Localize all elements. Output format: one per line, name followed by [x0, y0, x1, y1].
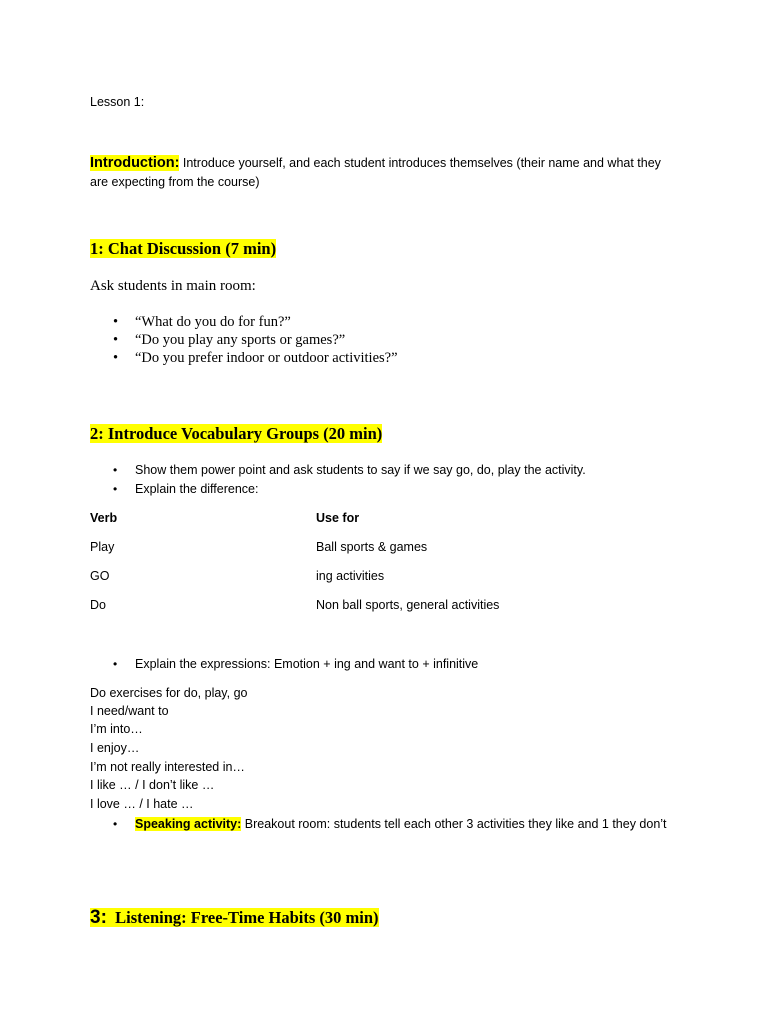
section2-heading: 2: Introduce Vocabulary Groups (20 min): [90, 424, 383, 443]
section1-heading: 1: Chat Discussion (7 min): [90, 239, 277, 258]
intro-line1: Introduce yourself, and each student introduces themselves (their name and what they: [179, 156, 661, 170]
lesson-title: Lesson 1:: [90, 95, 145, 109]
document-page: Lesson 1: Introduction: Introduce yourself, and each student introduces themselves (their name and what they are expecting from the course) 1: Chat Discussion (7 min) Ask students in main room: • “What do you do for fun?” • “Do you play any sports or games?” • “Do you prefer indoor or outdoor activities?” 2: Introduce Vocabulary Groups (20 min) • Show them power point and ask students to say if we say go, do, play the activity. • Explain the difference: Verb Use for Play Ball sports & games GO ing activities Do Non ball sports, general activities • Explain the expressions: Emotion + ing and want to + infinitive Do exercises for do, play, go I need/want to I’m into… I enjoy… I’m not really interested in… I like … / I don’t like … I love … / I hate … • Speaking activity: Breakout room: students tell each other 3 activities they like and 1 they don’t 3: Listening: Free-Time Habits (30 min): [90, 95, 667, 928]
exercise-line: I like … / I don’t like …: [90, 778, 215, 792]
table-cell: Do: [90, 598, 106, 612]
bullet-icon: •: [113, 482, 118, 496]
exercise-line: I’m into…: [90, 722, 143, 736]
exercise-line: I enjoy…: [90, 741, 140, 755]
table-cell: ing activities: [316, 569, 385, 583]
table-cell: GO: [90, 569, 110, 583]
bullet-icon: •: [113, 817, 118, 831]
section3-number: 3:: [90, 907, 107, 928]
intro-label: Introduction:: [90, 155, 180, 171]
table-cell: Non ball sports, general activities: [316, 598, 500, 612]
table-header-use-for: Use for: [316, 511, 360, 525]
intro-line2: are expecting from the course): [90, 175, 260, 189]
section1-prompt: Ask students in main room:: [90, 278, 256, 294]
exercise-line: I’m not really interested in…: [90, 760, 245, 774]
table-cell: Ball sports & games: [316, 540, 428, 554]
bullet-icon: •: [113, 350, 119, 366]
bullet-icon: •: [113, 314, 119, 330]
speaking-activity-label: Speaking activity:: [135, 817, 242, 831]
bullet-icon: •: [113, 463, 118, 477]
intro-paragraph: [90, 154, 661, 172]
bullet-icon: •: [113, 332, 119, 348]
exercise-line: I need/want to: [90, 704, 169, 718]
speaking-activity-text: Breakout room: students tell each other 3 activities they like and 1 they don’t: [241, 817, 667, 831]
section3-heading: [90, 908, 379, 928]
bullet-icon: •: [113, 657, 118, 671]
table-header-verb: Verb: [90, 511, 118, 525]
section3-title: Listening: Free-Time Habits (30 min): [106, 908, 379, 927]
exercise-line: I love … / I hate …: [90, 797, 194, 811]
exercise-line: Do exercises for do, play, go: [90, 686, 248, 700]
table-cell: Play: [90, 540, 115, 554]
